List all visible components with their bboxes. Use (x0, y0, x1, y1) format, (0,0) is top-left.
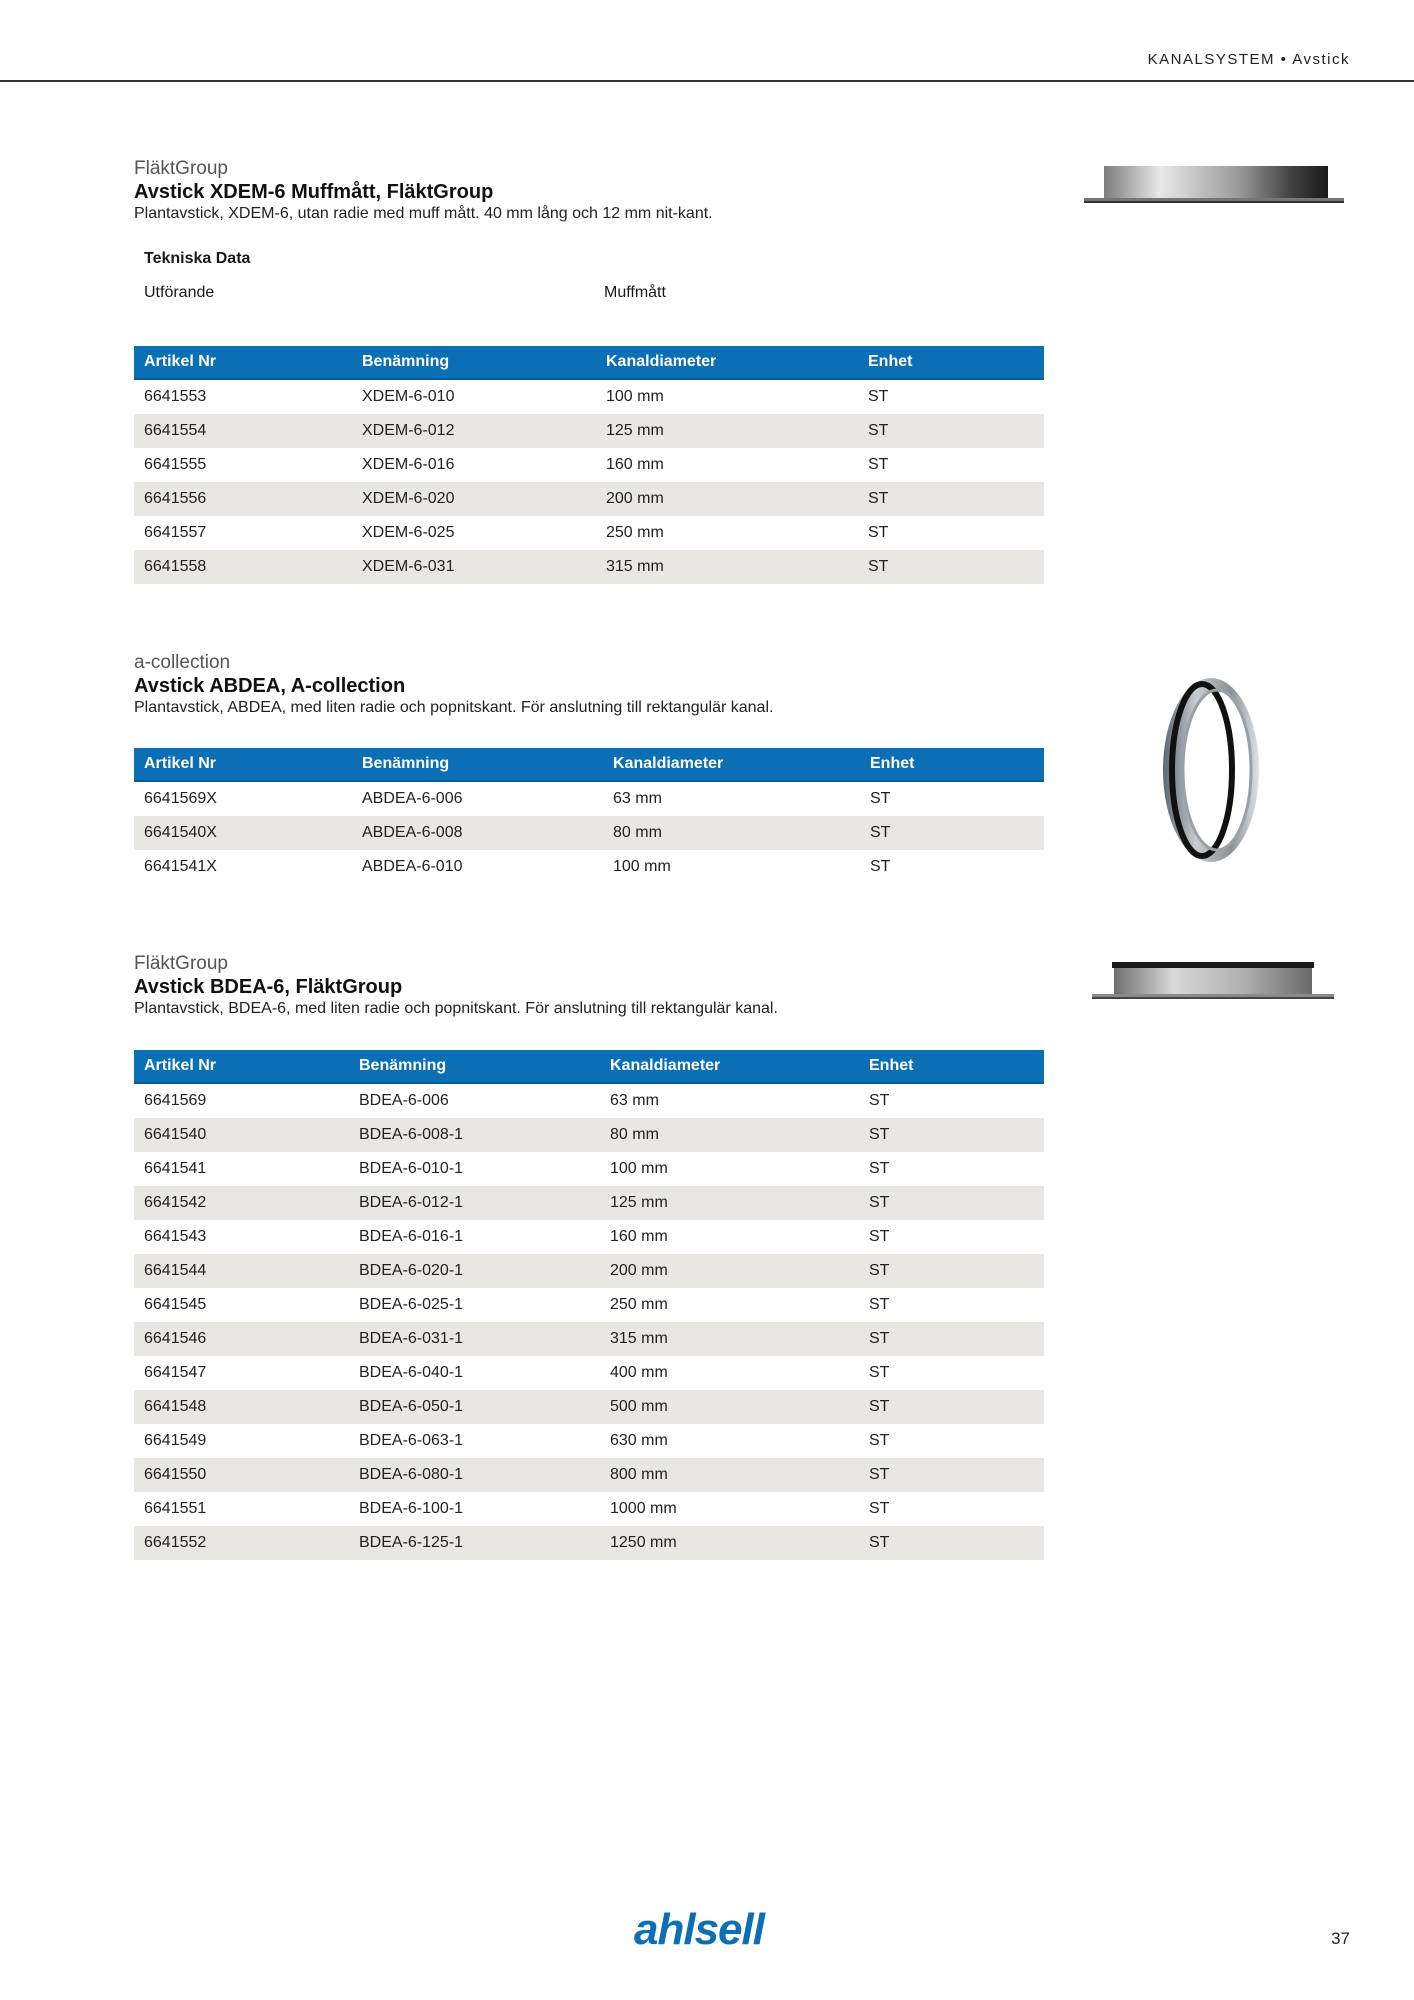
col-header-benamning: Benämning (349, 1050, 600, 1083)
product-section-abdea (134, 652, 1044, 902)
artikel-nr-cell: 6641557 (144, 524, 207, 541)
benamning-cell: BDEA-6-050-1 (349, 1390, 600, 1424)
artikel-nr-cell: 6641540X (134, 816, 352, 850)
product-brand: FläktGroup (134, 953, 228, 974)
artikel-nr-cell: 6641551 (144, 1500, 207, 1517)
table-row (134, 1458, 1044, 1492)
benamning-cell: ABDEA-6-006 (362, 790, 463, 807)
benamning-cell: BDEA-6-006 (359, 1092, 449, 1109)
col-header-benamning: Benämning (352, 748, 603, 781)
tech-data-label: Utförande (144, 284, 215, 301)
artikel-nr-cell: 6641543 (144, 1228, 207, 1245)
kanaldiameter-cell: 630 mm (610, 1432, 668, 1449)
kanaldiameter-cell: 80 mm (603, 816, 860, 850)
product-title: Avstick XDEM-6 Muffmått, FläktGroup (134, 181, 494, 203)
kanaldiameter-cell: 100 mm (610, 1160, 668, 1177)
table-row (134, 550, 1044, 584)
table-body (134, 781, 1044, 884)
enhet-cell: ST (868, 524, 889, 541)
enhet-cell: ST (859, 1458, 1044, 1492)
enhet-cell: ST (859, 1322, 1044, 1356)
kanaldiameter-cell: 250 mm (606, 524, 664, 541)
enhet-cell: ST (870, 858, 891, 875)
benamning-cell: BDEA-6-100-1 (359, 1500, 464, 1517)
enhet-cell: ST (869, 1160, 890, 1177)
enhet-cell: ST (859, 1118, 1044, 1152)
kanaldiameter-cell: 250 mm (610, 1296, 668, 1313)
benamning-cell: XDEM-6-031 (352, 550, 596, 584)
header-label: KANALSYSTEM • Avstick (1147, 51, 1350, 68)
enhet-cell: ST (859, 1254, 1044, 1288)
product-title: Avstick ABDEA, A-collection (134, 675, 406, 697)
table-row (134, 850, 1044, 884)
table-row (134, 448, 1044, 482)
product-table (134, 1050, 1044, 1560)
table-header-row (134, 346, 1044, 379)
enhet-cell: ST (869, 1228, 890, 1245)
col-header-artikel: Artikel Nr (134, 1050, 349, 1083)
enhet-cell: ST (869, 1296, 890, 1313)
table-row (134, 1083, 1044, 1118)
table-row (134, 1526, 1044, 1560)
kanaldiameter-cell: 1250 mm (600, 1526, 859, 1560)
benamning-cell: BDEA-6-080-1 (349, 1458, 600, 1492)
benamning-cell: BDEA-6-031-1 (349, 1322, 600, 1356)
enhet-cell: ST (860, 816, 1044, 850)
artikel-nr-cell: 6641554 (134, 414, 352, 448)
table-header-row (134, 1050, 1044, 1083)
enhet-cell: ST (858, 550, 1044, 584)
col-header-artikel: Artikel Nr (134, 346, 352, 379)
benamning-cell: BDEA-6-016-1 (359, 1228, 464, 1245)
kanaldiameter-cell: 80 mm (600, 1118, 859, 1152)
enhet-cell: ST (870, 790, 891, 807)
table-row (134, 516, 1044, 550)
benamning-cell: BDEA-6-010-1 (359, 1160, 464, 1177)
benamning-cell: XDEM-6-016 (362, 456, 455, 473)
kanaldiameter-cell: 200 mm (596, 482, 858, 516)
table-row (134, 482, 1044, 516)
enhet-cell: ST (859, 1390, 1044, 1424)
artikel-nr-cell: 6641548 (134, 1390, 349, 1424)
abdea-product-image (1156, 672, 1266, 868)
col-header-artikel: Artikel Nr (134, 748, 352, 781)
col-header-diameter: Kanaldiameter (596, 346, 858, 379)
kanaldiameter-cell: 125 mm (600, 1186, 859, 1220)
col-header-enhet: Enhet (858, 346, 1044, 379)
table-row (134, 1390, 1044, 1424)
table-body (134, 1083, 1044, 1560)
enhet-cell: ST (859, 1186, 1044, 1220)
benamning-cell: BDEA-6-012-1 (349, 1186, 600, 1220)
table-row (134, 1254, 1044, 1288)
benamning-cell: XDEM-6-010 (362, 388, 455, 405)
kanaldiameter-cell: 160 mm (606, 456, 664, 473)
xdem-product-image (1082, 160, 1346, 210)
table-row (134, 1118, 1044, 1152)
enhet-cell: ST (858, 482, 1044, 516)
kanaldiameter-cell: 63 mm (610, 1092, 659, 1109)
artikel-nr-cell: 6641556 (134, 482, 352, 516)
table-row (134, 816, 1044, 850)
product-section-bdea (134, 953, 1044, 1573)
kanaldiameter-cell: 800 mm (600, 1458, 859, 1492)
artikel-nr-cell: 6641555 (144, 456, 207, 473)
artikel-nr-cell: 6641553 (144, 388, 207, 405)
col-header-diameter: Kanaldiameter (603, 748, 860, 781)
enhet-cell: ST (868, 456, 889, 473)
product-description: Plantavstick, BDEA-6, med liten radie och popnitskant. För anslutning till rektangulär kanal. (134, 1000, 778, 1017)
product-table (134, 346, 1044, 584)
kanaldiameter-cell: 315 mm (600, 1322, 859, 1356)
benamning-cell: ABDEA-6-008 (352, 816, 603, 850)
benamning-cell: BDEA-6-008-1 (349, 1118, 600, 1152)
benamning-cell: ABDEA-6-010 (362, 858, 463, 875)
product-section-xdem (134, 158, 1044, 588)
kanaldiameter-cell: 200 mm (600, 1254, 859, 1288)
table-body (134, 379, 1044, 584)
artikel-nr-cell: 6641540 (134, 1118, 349, 1152)
enhet-cell: ST (858, 414, 1044, 448)
col-header-enhet: Enhet (859, 1050, 1044, 1083)
artikel-nr-cell: 6641544 (134, 1254, 349, 1288)
benamning-cell: BDEA-6-040-1 (359, 1364, 464, 1381)
kanaldiameter-cell: 315 mm (596, 550, 858, 584)
benamning-cell: BDEA-6-125-1 (349, 1526, 600, 1560)
artikel-nr-cell: 6641542 (134, 1186, 349, 1220)
col-header-diameter: Kanaldiameter (600, 1050, 859, 1083)
artikel-nr-cell: 6641552 (134, 1526, 349, 1560)
kanaldiameter-cell: 1000 mm (610, 1500, 677, 1517)
enhet-cell: ST (869, 1500, 890, 1517)
page-number: 37 (1331, 1929, 1350, 1948)
table-row (134, 1152, 1044, 1186)
col-header-enhet: Enhet (860, 748, 1044, 781)
table-row (134, 1356, 1044, 1390)
artikel-nr-cell: 6641547 (144, 1364, 207, 1381)
kanaldiameter-cell: 400 mm (610, 1364, 668, 1381)
table-row (134, 414, 1044, 448)
tech-data-value: Muffmått (604, 284, 666, 301)
artikel-nr-cell: 6641569 (144, 1092, 207, 1109)
kanaldiameter-cell: 500 mm (600, 1390, 859, 1424)
tech-data-heading: Tekniska Data (144, 250, 251, 267)
product-description: Plantavstick, XDEM-6, utan radie med muff mått. 40 mm lång och 12 mm nit-kant. (134, 205, 713, 222)
enhet-cell: ST (869, 1364, 890, 1381)
benamning-cell: BDEA-6-025-1 (359, 1296, 464, 1313)
table-row (134, 1288, 1044, 1322)
benamning-cell: BDEA-6-063-1 (359, 1432, 464, 1449)
artikel-nr-cell: 6641545 (144, 1296, 207, 1313)
ahlsell-logo: ahlsell (634, 1905, 764, 1954)
table-row (134, 1186, 1044, 1220)
product-title: Avstick BDEA-6, FläktGroup (134, 976, 403, 998)
benamning-cell: XDEM-6-025 (362, 524, 455, 541)
kanaldiameter-cell: 125 mm (596, 414, 858, 448)
kanaldiameter-cell: 63 mm (613, 790, 662, 807)
product-table (134, 748, 1044, 884)
table-row (134, 1220, 1044, 1254)
artikel-nr-cell: 6641541X (144, 858, 217, 875)
enhet-cell: ST (869, 1432, 890, 1449)
artikel-nr-cell: 6641541 (144, 1160, 207, 1177)
benamning-cell: XDEM-6-020 (352, 482, 596, 516)
table-row (134, 1322, 1044, 1356)
enhet-cell: ST (869, 1092, 890, 1109)
artikel-nr-cell: 6641550 (134, 1458, 349, 1492)
kanaldiameter-cell: 160 mm (610, 1228, 668, 1245)
artikel-nr-cell: 6641549 (144, 1432, 207, 1449)
product-description: Plantavstick, ABDEA, med liten radie och popnitskant. För anslutning till rektangulär kanal. (134, 699, 774, 716)
table-row (134, 379, 1044, 414)
enhet-cell: ST (868, 388, 889, 405)
header-rule (0, 80, 1414, 82)
product-brand: FläktGroup (134, 158, 228, 179)
artikel-nr-cell: 6641569X (144, 790, 217, 807)
table-header-row (134, 748, 1044, 781)
bdea-product-image (1090, 958, 1336, 1006)
artikel-nr-cell: 6641558 (134, 550, 352, 584)
table-row (134, 1424, 1044, 1458)
kanaldiameter-cell: 100 mm (613, 858, 671, 875)
product-brand: a-collection (134, 652, 231, 673)
col-header-benamning: Benämning (352, 346, 596, 379)
table-row (134, 781, 1044, 816)
benamning-cell: BDEA-6-020-1 (349, 1254, 600, 1288)
kanaldiameter-cell: 100 mm (606, 388, 664, 405)
enhet-cell: ST (859, 1526, 1044, 1560)
artikel-nr-cell: 6641546 (134, 1322, 349, 1356)
benamning-cell: XDEM-6-012 (352, 414, 596, 448)
table-row (134, 1492, 1044, 1526)
